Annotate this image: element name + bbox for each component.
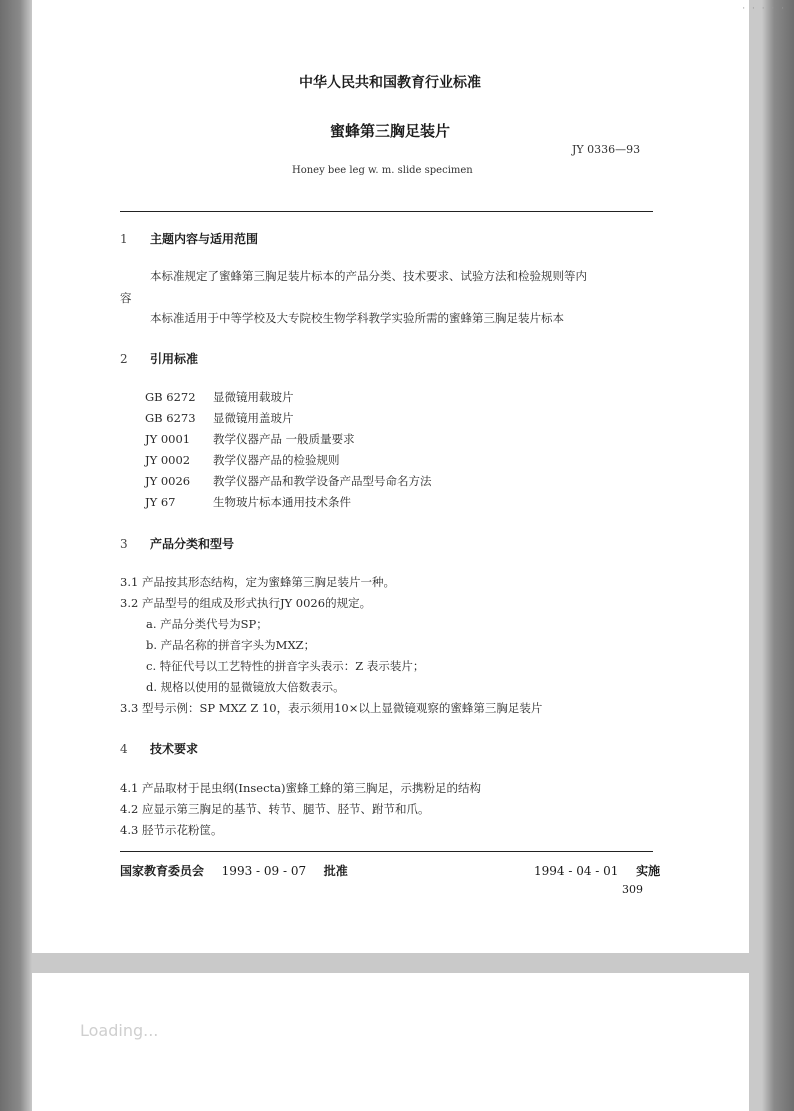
s1-paragraph-1-line-1: 本标准规定了蜜蜂第三胸足装片标本的产品分类、技术要求、试验方法和检验规则等内 — [150, 269, 587, 283]
reference-code: GB 6272 — [145, 390, 196, 404]
implementation-label: 实施 — [636, 864, 661, 878]
section-title: 技术要求 — [150, 742, 199, 756]
approval-date: 1993 - 09 - 07 — [221, 864, 307, 878]
s3-sub-d: d. 规格以使用的显微镜放大倍数表示。 — [146, 680, 345, 694]
s3-sub-b: b. 产品名称的拼音字头为MXZ； — [146, 638, 316, 652]
loading-text: Loading... — [80, 1021, 159, 1040]
reference-item — [145, 452, 340, 468]
section-number: 3 — [120, 537, 128, 551]
reference-text: 显微镜用载玻片 — [213, 390, 294, 404]
corner-dots-icon: · · · · · — [742, 4, 786, 14]
s3-item-2: 3.2 产品型号的组成及形式执行JY 0026的规定。 — [120, 596, 372, 610]
reference-text: 教学仪器产品的检验规则 — [213, 453, 340, 467]
section-number: 2 — [120, 352, 128, 366]
reference-text: 显微镜用盖玻片 — [213, 411, 294, 425]
s4-item-1: 4.1 产品取材于昆虫纲(Insecta)蜜蜂工蜂的第三胸足，示携粉足的结构 — [120, 781, 481, 795]
standard-code: JY 0336—93 — [572, 143, 641, 156]
reference-text: 教学仪器产品和教学设备产品型号命名方法 — [213, 474, 432, 488]
s1-paragraph-1-line-2: 容 — [120, 291, 132, 305]
approval-line — [120, 862, 348, 879]
reference-code: JY 67 — [145, 495, 176, 509]
reference-item — [145, 494, 351, 510]
section-title: 引用标准 — [150, 352, 199, 366]
s3-sub-a: a. 产品分类代号为SP； — [146, 617, 268, 631]
reference-code: JY 0026 — [145, 474, 191, 488]
header-rule — [120, 211, 653, 212]
section-title: 产品分类和型号 — [150, 537, 235, 551]
document-page — [32, 0, 749, 953]
reference-code: JY 0002 — [145, 453, 191, 467]
section-4-heading — [120, 740, 198, 757]
section-1-heading — [120, 230, 258, 247]
section-3-heading — [120, 535, 234, 552]
implementation-date: 1994 - 04 - 01 — [534, 864, 619, 878]
s3-item-1: 3.1 产品按其形态结构，定为蜜蜂第三胸足装片一种。 — [120, 575, 395, 589]
reference-item — [145, 410, 294, 426]
reference-text: 生物玻片标本通用技术条件 — [213, 495, 351, 509]
approval-label: 批准 — [323, 864, 348, 878]
s1-paragraph-2: 本标准适用于中等学校及大专院校生物学科教学实验所需的蜜蜂第三胸足装片标本 — [150, 311, 564, 325]
section-number: 4 — [120, 742, 128, 756]
standard-title: 中华人民共和国教育行业标准 — [299, 75, 481, 91]
reference-item — [145, 389, 294, 405]
section-2-heading — [120, 350, 198, 367]
next-page-placeholder — [32, 973, 749, 1111]
reference-code: JY 0001 — [145, 432, 191, 446]
reference-code: GB 6273 — [145, 411, 196, 425]
s4-item-2: 4.2 应显示第三胸足的基节、转节、腿节、胫节、跗节和爪。 — [120, 802, 430, 816]
reference-text: 教学仪器产品 一般质量要求 — [213, 432, 355, 446]
english-title: Honey bee leg w. m. slide specimen — [292, 165, 473, 176]
reference-item — [145, 431, 355, 447]
issuing-organization: 国家教育委员会 — [120, 864, 205, 878]
footer-rule — [120, 851, 653, 852]
page-number: 309 — [622, 883, 643, 896]
implementation-line — [534, 862, 660, 879]
s3-item-3: 3.3 型号示例：SP MXZ Z 10，表示须用10×以上显微镜观察的蜜蜂第三胸足装片 — [120, 701, 543, 715]
section-number: 1 — [120, 232, 128, 246]
document-title: 蜜蜂第三胸足装片 — [329, 122, 450, 140]
s4-item-3: 4.3 胫节示花粉筐。 — [120, 823, 223, 837]
reference-item — [145, 473, 432, 489]
s3-sub-c: c. 特征代号以工艺特性的拼音字头表示：Z 表示装片； — [146, 659, 425, 673]
section-title: 主题内容与适用范围 — [150, 232, 259, 246]
